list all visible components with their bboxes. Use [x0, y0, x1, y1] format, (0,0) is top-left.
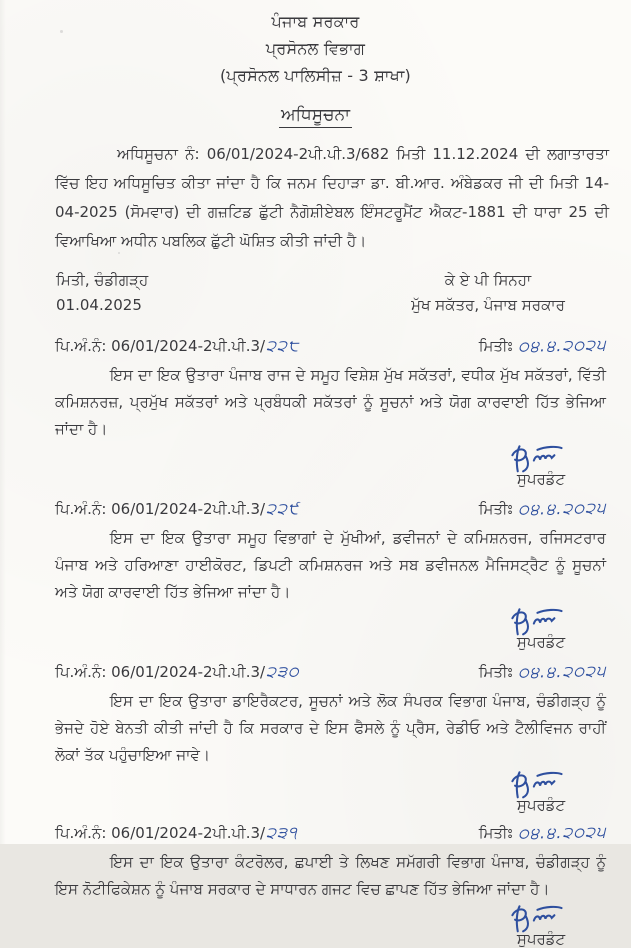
superintendent-signature-block	[482, 900, 600, 947]
branch-name: (ਪ੍ਰਸੋਨਲ ਪਾਲਿਸੀਜ਼ - 3 ਸ਼ਾਖਾ)	[219, 66, 411, 85]
endorsement-body: ਇਸ ਦਾ ਇਕ ਉਤਾਰਾ ਸਮੂਹ ਵਿਭਾਗਾਂ ਦੇ ਮੁੱਖੀਆਂ, ਡਵੀਜਨਾਂ ਦੇ ਕਮਿਸ਼ਨਰਜ, ਰਜਿਸਟਰਾਰ ਪੰਜਾਬ ਅਤੇ ਹਰਿਆਣਾ ਹਾਈਕੋਰਟ, ਡਿਪਟੀ ਕਮਿਸ਼ਨਰਜ ਅਤੇ ਸਬ ਡਵੀਜਨਲ ਮੈਜਿਸਟ੍ਰੈਟ ਨੂੰ ਸੂਚਨਾਂ ਅਤੇ ਯੋਗ ਕਾਰਵਾਈ ਹਿੱਤ ਭੇਜਿਆ ਜਾਂਦਾ ਹੈ।	[55, 529, 606, 601]
date-label: ਮਿਤੀਃ	[478, 337, 513, 355]
government-name: ਪੰਜਾਬ ਸਰਕਾਰ	[271, 12, 360, 31]
ref-number-handwritten: ੨੨੯	[265, 498, 300, 519]
endorsement-date	[479, 660, 606, 684]
signature-scribble-icon	[504, 603, 578, 637]
ref-prefix: ਪਿ.ਅੰ.ਨੰ: 06/01/2024-2ਪੀ.ਪੀ.3/	[55, 663, 266, 681]
department-name: ਪ੍ਰਸੋਨਲ ਵਿਭਾਗ	[265, 39, 366, 58]
signature-designation: ਸੁਪਰਡੰਟ	[516, 930, 566, 948]
signature-designation: ਸੁਪਰਡੰਟ	[516, 633, 566, 651]
signatory-designation: ਮੁੱਖ ਸਕੱਤਰ, ਪੰਜਾਬ ਸਰਕਾਰ	[411, 296, 565, 314]
signature-designation: ਸੁਪਰਡੰਟ	[516, 796, 566, 814]
date-handwritten: ੦੪.੪.੨੦੨੫	[517, 498, 607, 519]
notification-paragraph: ਅਧਿਸੂਚਨਾ ਨੰ: 06/01/2024-2ਪੀ.ਪੀ.3/682 ਮਿਤੀ 11.12.2024 ਦੀ ਲਗਾਤਾਰਤਾ ਵਿੱਚ ਇਹ ਅਧਿਸੂਚਿਤ ਕੀਤਾ ਜਾਂਦਾ ਹੈ ਕਿ ਜਨਮ ਦਿਹਾੜਾ ਡਾ. ਬੀ.ਆਰ. ਅੰਬੇਡਕਰ ਜੀ ਦੀ ਮਿਤੀ 14-04-2025 (ਸੋਮਵਾਰ) ਦੀ ਗਜ਼ਟਿਡ ਛੁੱਟੀ ਨੈਗੋਸ਼ੀਏਬਲ ਇੰਸਟਰੂਮੈਂਟ ਐਕਟ-1881 ਦੀ ਧਾਰਾ 25 ਦੀ ਵਿਆਖਿਆ ਅਧੀਨ ਪਬਲਿਕ ਛੁੱਟੀ ਘੋਸ਼ਿਤ ਕੀਤੀ ਜਾਂਦੀ ਹੈ।	[55, 145, 609, 250]
endorsement-ref-line	[55, 821, 606, 845]
date-label: ਮਿਤੀਃ	[478, 500, 513, 518]
ref-prefix: ਪਿ.ਅੰ.ਨੰ: 06/01/2024-2ਪੀ.ਪੀ.3/	[55, 500, 266, 518]
endorsement-ref-line	[55, 660, 606, 684]
signatory-name: ਕੇ ਏ ਪੀ ਸਿਨਹਾ	[444, 271, 532, 289]
endorsement-block-2	[0, 497, 631, 650]
endorsement-ref-number	[55, 334, 300, 358]
endorsement-block-4	[0, 821, 631, 947]
place-label: ਮਿਤੀ, ਚੰਡੀਗੜ੍ਹ	[56, 271, 149, 289]
endorsement-body: ਇਸ ਦਾ ਇਕ ਉਤਾਰਾ ਕੰਟਰੋਲਰ, ਛਪਾਈ ਤੇ ਲਿਖਣ ਸਮੱਗਰੀ ਵਿਭਾਗ ਪੰਜਾਬ, ਚੰਡੀਗੜ੍ਹ ਨੂੰ ਇਸ ਨੋਟੀਫਿਕੇਸ਼ਨ ਨੂੰ ਪੰਜਾਬ ਸਰਕਾਰ ਦੇ ਸਾਧਾਰਨ ਗਜਟ ਵਿਚ ਛਾਪਣ ਹਿੱਤ ਭੇਜਿਆ ਜਾਂਦਾ ਹੈ।	[55, 853, 606, 898]
endorsement-date	[479, 821, 606, 845]
signature-scribble-icon	[504, 766, 578, 800]
scan-speck	[560, 640, 563, 642]
endorsement-date	[479, 334, 606, 358]
scan-speck	[60, 30, 63, 33]
endorsement-ref-line	[55, 497, 606, 521]
date-handwritten: ੦੪.੪.੨੦੨੫	[517, 335, 607, 356]
signatory-column	[373, 268, 603, 318]
superintendent-signature-block	[482, 440, 600, 487]
endorsement-date	[479, 497, 606, 521]
signature-scribble-icon	[504, 900, 578, 934]
dateline-block	[0, 268, 631, 318]
endorsement-body: ਇਸ ਦਾ ਇਕ ਉਤਾਰਾ ਡਾਇਰੈਕਟਰ, ਸੂਚਨਾਂ ਅਤੇ ਲੋਕ ਸੰਪਰਕ ਵਿਭਾਗ ਪੰਜਾਬ, ਚੰਡੀਗੜ੍ਹ ਨੂੰ ਭੇਜਦੇ ਹੋਏ ਬੇਨਤੀ ਕੀਤੀ ਜਾਂਦੀ ਹੈ ਕਿ ਸਰਕਾਰ ਦੇ ਇਸ ਫੈਸਲੇ ਨੂੰ ਪ੍ਰੈਸ, ਰੇਡੀਓ ਅਤੇ ਟੈਲੀਵਿਜਨ ਰਾਹੀਂ ਲੋਕਾਂ ਤੱਕ ਪਹੁੰਚਾਇਆ ਜਾਵੇ।	[55, 692, 606, 764]
document-title-text: ਅਧਿਸੂਚਨਾ	[279, 105, 352, 128]
endorsement-ref-number	[55, 821, 298, 845]
date-label: ਮਿਤੀਃ	[478, 824, 513, 842]
ref-prefix: ਪਿ.ਅੰ.ਨੰ: 06/01/2024-2ਪੀ.ਪੀ.3/	[55, 824, 266, 842]
ref-number-handwritten: ੨੩੧	[265, 822, 298, 843]
date-handwritten: ੦੪.੪.੨੦੨੫	[517, 661, 607, 682]
endorsement-block-3	[0, 660, 631, 813]
endorsement-block-1	[0, 334, 631, 487]
letterhead	[0, 8, 631, 89]
issue-date: 01.04.2025	[56, 296, 142, 314]
date-handwritten: ੦੪.੪.੨੦੨੫	[517, 822, 607, 843]
endorsement-ref-number	[55, 660, 300, 684]
superintendent-signature-block	[482, 603, 600, 650]
endorsement-ref-number	[55, 497, 299, 521]
signature-designation: ਸੁਪਰਡੰਟ	[516, 470, 566, 488]
ref-prefix: ਪਿ.ਅੰ.ਨੰ: 06/01/2024-2ਪੀ.ਪੀ.3/	[55, 337, 266, 355]
scan-speck	[118, 252, 120, 254]
signature-scribble-icon	[504, 440, 578, 474]
endorsement-ref-line	[55, 334, 606, 358]
ref-number-handwritten: ੨੩੦	[265, 661, 300, 682]
date-label: ਮਿਤੀਃ	[478, 663, 513, 681]
place-date-column	[56, 268, 148, 318]
superintendent-signature-block	[482, 766, 600, 813]
endorsement-body: ਇਸ ਦਾ ਇਕ ਉਤਾਰਾ ਪੰਜਾਬ ਰਾਜ ਦੇ ਸਮੂਹ ਵਿਸ਼ੇਸ਼ ਮੁੱਖ ਸਕੱਤਰਾਂ, ਵਧੀਕ ਮੁੱਖ ਸਕੱਤਰਾਂ, ਵਿੱਤੀ ਕਮਿਸ਼ਨਰਜ਼, ਪ੍ਰਮੁੱਖ ਸਕੱਤਰਾਂ ਅਤੇ ਪ੍ਰਬੰਧਕੀ ਸਕੱਤਰਾਂ ਨੂੰ ਸੂਚਨਾਂ ਅਤੇ ਯੋਗ ਕਾਰਵਾਈ ਹਿੱਤ ਭੇਜਿਆ ਜਾਂਦਾ ਹੈ।	[55, 366, 606, 438]
ref-number-handwritten: ੨੨੮	[265, 335, 300, 356]
document-title	[0, 105, 631, 128]
